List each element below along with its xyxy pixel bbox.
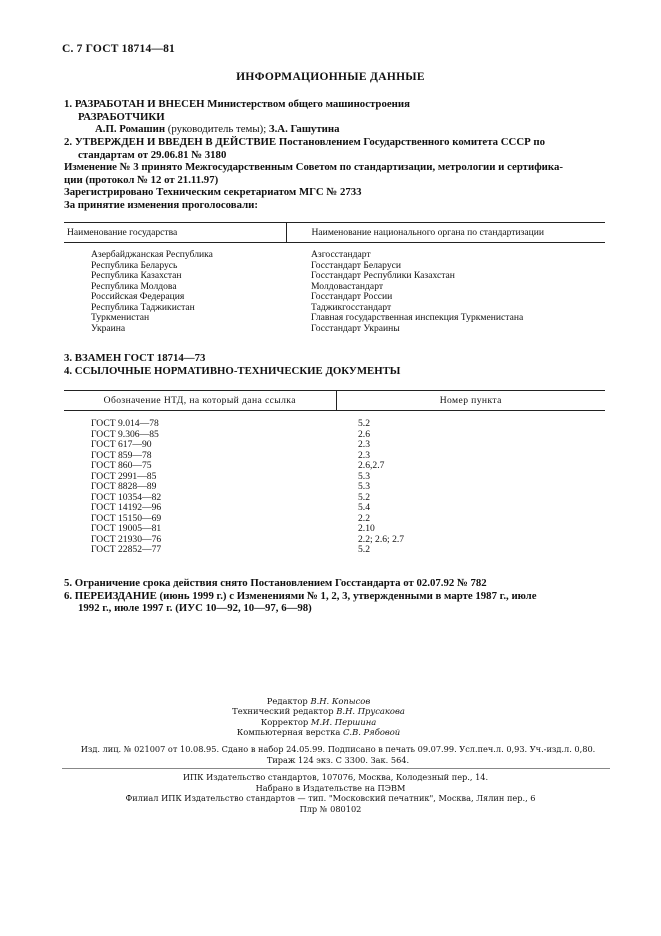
states-table-header-state: Наименование государства xyxy=(64,223,286,243)
table-row xyxy=(64,250,605,261)
state-name: Республика Таджикистан xyxy=(91,301,195,313)
section-6-line-2: 1992 г., июле 1997 г. (ИУС 10—92, 10—97, 6—98) xyxy=(78,602,312,614)
clause-number: 5.4 xyxy=(358,502,370,513)
credit-role: Редактор xyxy=(266,696,311,706)
clause-number: 5.3 xyxy=(358,470,370,482)
clause-number: 5.2 xyxy=(358,544,370,555)
section-5: 5. Ограничение срока действия снято Постановлением Госстандарта от 02.07.92 № 782 xyxy=(64,577,487,589)
reference-doc: ГОСТ 21930—76 xyxy=(91,533,162,545)
standards-body: Госстандарт Украины xyxy=(311,322,400,334)
table-row xyxy=(64,440,605,451)
reference-doc: ГОСТ 15150—69 xyxy=(91,512,162,524)
divider xyxy=(62,768,610,769)
standards-body: Азгосстандарт xyxy=(311,249,371,260)
clause-number: 5.3 xyxy=(358,481,370,492)
clause-number: 2.10 xyxy=(358,523,375,534)
table-row xyxy=(64,482,605,493)
page-title: ИНФОРМАЦИОННЫЕ ДАННЫЕ xyxy=(236,71,425,83)
reference-doc: ГОСТ 2991—85 xyxy=(91,470,157,482)
table-row xyxy=(64,271,605,282)
table-row xyxy=(64,545,605,556)
credit-name: С.В. Рябовой xyxy=(343,727,401,738)
imprint xyxy=(78,744,598,765)
reference-doc: ГОСТ 9.306—85 xyxy=(91,428,159,440)
credit-role: Технический редактор xyxy=(232,706,337,717)
standards-body: Госстандарт Республики Казахстан xyxy=(311,270,455,281)
reference-doc: ГОСТ 860—75 xyxy=(91,460,152,471)
standards-body: Госстандарт Беларуси xyxy=(311,259,402,271)
credit-role: Компьютерная верстка xyxy=(236,727,343,738)
clause-number: 2.2 xyxy=(358,512,370,524)
credit-layout xyxy=(0,727,649,737)
state-name: Азербайджанская Республика xyxy=(91,249,213,260)
publisher-line-4: Плр № 080102 xyxy=(299,804,362,815)
page-header: С. 7 ГОСТ 18714—81 xyxy=(62,43,175,55)
credit-name: М.И. Першина xyxy=(310,716,377,727)
clause-number: 2.6 xyxy=(358,428,370,440)
reference-doc: ГОСТ 859—78 xyxy=(91,449,152,461)
section-6-line-1: 6. ПЕРЕИЗДАНИЕ (июнь 1999 г.) с Изменениями № 1, 2, 3, утвержденными в марте 1987 г., июле xyxy=(64,589,537,602)
table-row xyxy=(64,503,605,514)
state-name: Украина xyxy=(91,322,126,334)
states-table xyxy=(64,222,605,334)
clause-number: 2.3 xyxy=(358,449,370,461)
credit-name: В.Н. Прусакова xyxy=(336,706,405,717)
section-1 xyxy=(64,98,604,136)
section-2-rest-2: стандартам от 29.06.81 № 3180 xyxy=(78,148,227,161)
section-2-lead: УТВЕРЖДЕН И ВВЕДЕН В ДЕЙСТВИЕ xyxy=(74,136,277,148)
developer-1-name: А.П. Ромашин xyxy=(95,123,166,135)
table-row xyxy=(64,313,605,324)
section-2 xyxy=(64,136,604,161)
imprint-line-2: Тираж 124 экз. С 3300. Зак. 564. xyxy=(266,754,410,765)
clause-number: 5.2 xyxy=(358,491,370,503)
section-4: 4. ССЫЛОЧНЫЕ НОРМАТИВНО-ТЕХНИЧЕСКИЕ ДОКУМЕНТЫ xyxy=(64,364,401,377)
credit-tech-editor xyxy=(0,706,649,716)
clause-number: 5.2 xyxy=(358,418,370,429)
credits xyxy=(0,696,661,738)
standards-body: Молдовастандарт xyxy=(311,280,384,292)
table-row xyxy=(64,324,605,335)
reference-doc: ГОСТ 22852—77 xyxy=(91,544,162,555)
reference-doc: ГОСТ 617—90 xyxy=(91,439,152,450)
table-row xyxy=(64,292,605,303)
imprint-line-1: Изд. лиц. № 021007 от 10.08.95. Сдано в набор 24.05.99. Подписано в печать 09.07.99. Усл.печ.л. 0,93. Уч.-изд.л. 0,80. xyxy=(80,744,596,754)
credit-role: Корректор xyxy=(260,716,311,727)
references-table xyxy=(64,390,605,556)
credit-name: В.Н. Копысов xyxy=(310,696,371,706)
standards-body: Главная государственная инспекция Туркменистана xyxy=(311,312,524,323)
publisher-line-1: ИПК Издательство стандартов, 107076, Москва, Колодезный пер., 14. xyxy=(182,772,489,782)
amendment-block xyxy=(64,161,604,211)
developer-1-role: (руководитель темы); xyxy=(165,123,269,135)
state-name: Туркменистан xyxy=(91,312,150,323)
state-name: Российская Федерация xyxy=(91,291,185,302)
publisher-info xyxy=(0,772,661,815)
section-2-number: 2. xyxy=(64,136,73,148)
clause-number: 2.6,2.7 xyxy=(358,460,385,471)
table-row xyxy=(64,419,605,430)
developers-list xyxy=(64,123,604,136)
section-1-rest: Министерством общего машиностроения xyxy=(204,98,410,110)
state-name: Республика Казахстан xyxy=(91,270,182,281)
registration-line: Зарегистрировано Техническим секретариатом МГС № 2733 xyxy=(64,186,362,198)
publisher-line-2: Набрано в Издательстве на ПЭВМ xyxy=(255,782,406,793)
reference-doc: ГОСТ 14192—96 xyxy=(91,502,162,513)
amendment-line-2: ции (протокол № 12 от 21.11.97) xyxy=(64,173,219,186)
reference-doc: ГОСТ 9.014—78 xyxy=(91,418,159,429)
reference-doc: ГОСТ 10354—82 xyxy=(91,491,162,503)
reference-doc: ГОСТ 19005—81 xyxy=(91,523,162,534)
table-row xyxy=(64,524,605,535)
section-1-lead: РАЗРАБОТАН И ВНЕСЕН xyxy=(74,98,205,110)
state-name: Республика Молдова xyxy=(91,280,177,292)
clause-number: 2.3 xyxy=(358,439,370,450)
standards-body: Таджикгосстандарт xyxy=(311,301,392,313)
developers-label: РАЗРАБОТЧИКИ xyxy=(78,110,165,123)
references-table-header-clause: Номер пункта xyxy=(336,391,605,411)
voted-line: За принятие изменения проголосовали: xyxy=(64,198,258,211)
section-3: 3. ВЗАМЕН ГОСТ 18714—73 xyxy=(64,352,206,364)
states-table-header-body: Наименование национального органа по стандартизации xyxy=(286,223,605,243)
credit-proofreader xyxy=(0,717,649,727)
clause-number: 2.2; 2.6; 2.7 xyxy=(358,533,405,545)
state-name: Республика Беларусь xyxy=(91,259,178,271)
section-2-rest-1: Постановлением Государственного комитета СССР по xyxy=(276,136,546,148)
reference-doc: ГОСТ 8828—89 xyxy=(91,481,157,492)
credit-editor xyxy=(0,696,649,706)
developer-2-name: З.А. Гашутина xyxy=(268,123,340,135)
standards-body: Госстандарт России xyxy=(311,291,393,302)
sections-5-6 xyxy=(64,577,604,615)
publisher-line-3: Филиал ИПК Издательство стандартов — тип. "Московский печатник", Москва, Лялин пер., 6 xyxy=(125,793,536,804)
section-1-number: 1. xyxy=(64,98,73,110)
table-row xyxy=(64,461,605,472)
sections-3-4 xyxy=(64,352,604,377)
references-table-header-doc: Обозначение НТД, на который дана ссылка xyxy=(64,391,336,411)
amendment-line-1: Изменение № 3 принято Межгосударственным Советом по стандартизации, метрологии и сертифика- xyxy=(64,161,563,173)
